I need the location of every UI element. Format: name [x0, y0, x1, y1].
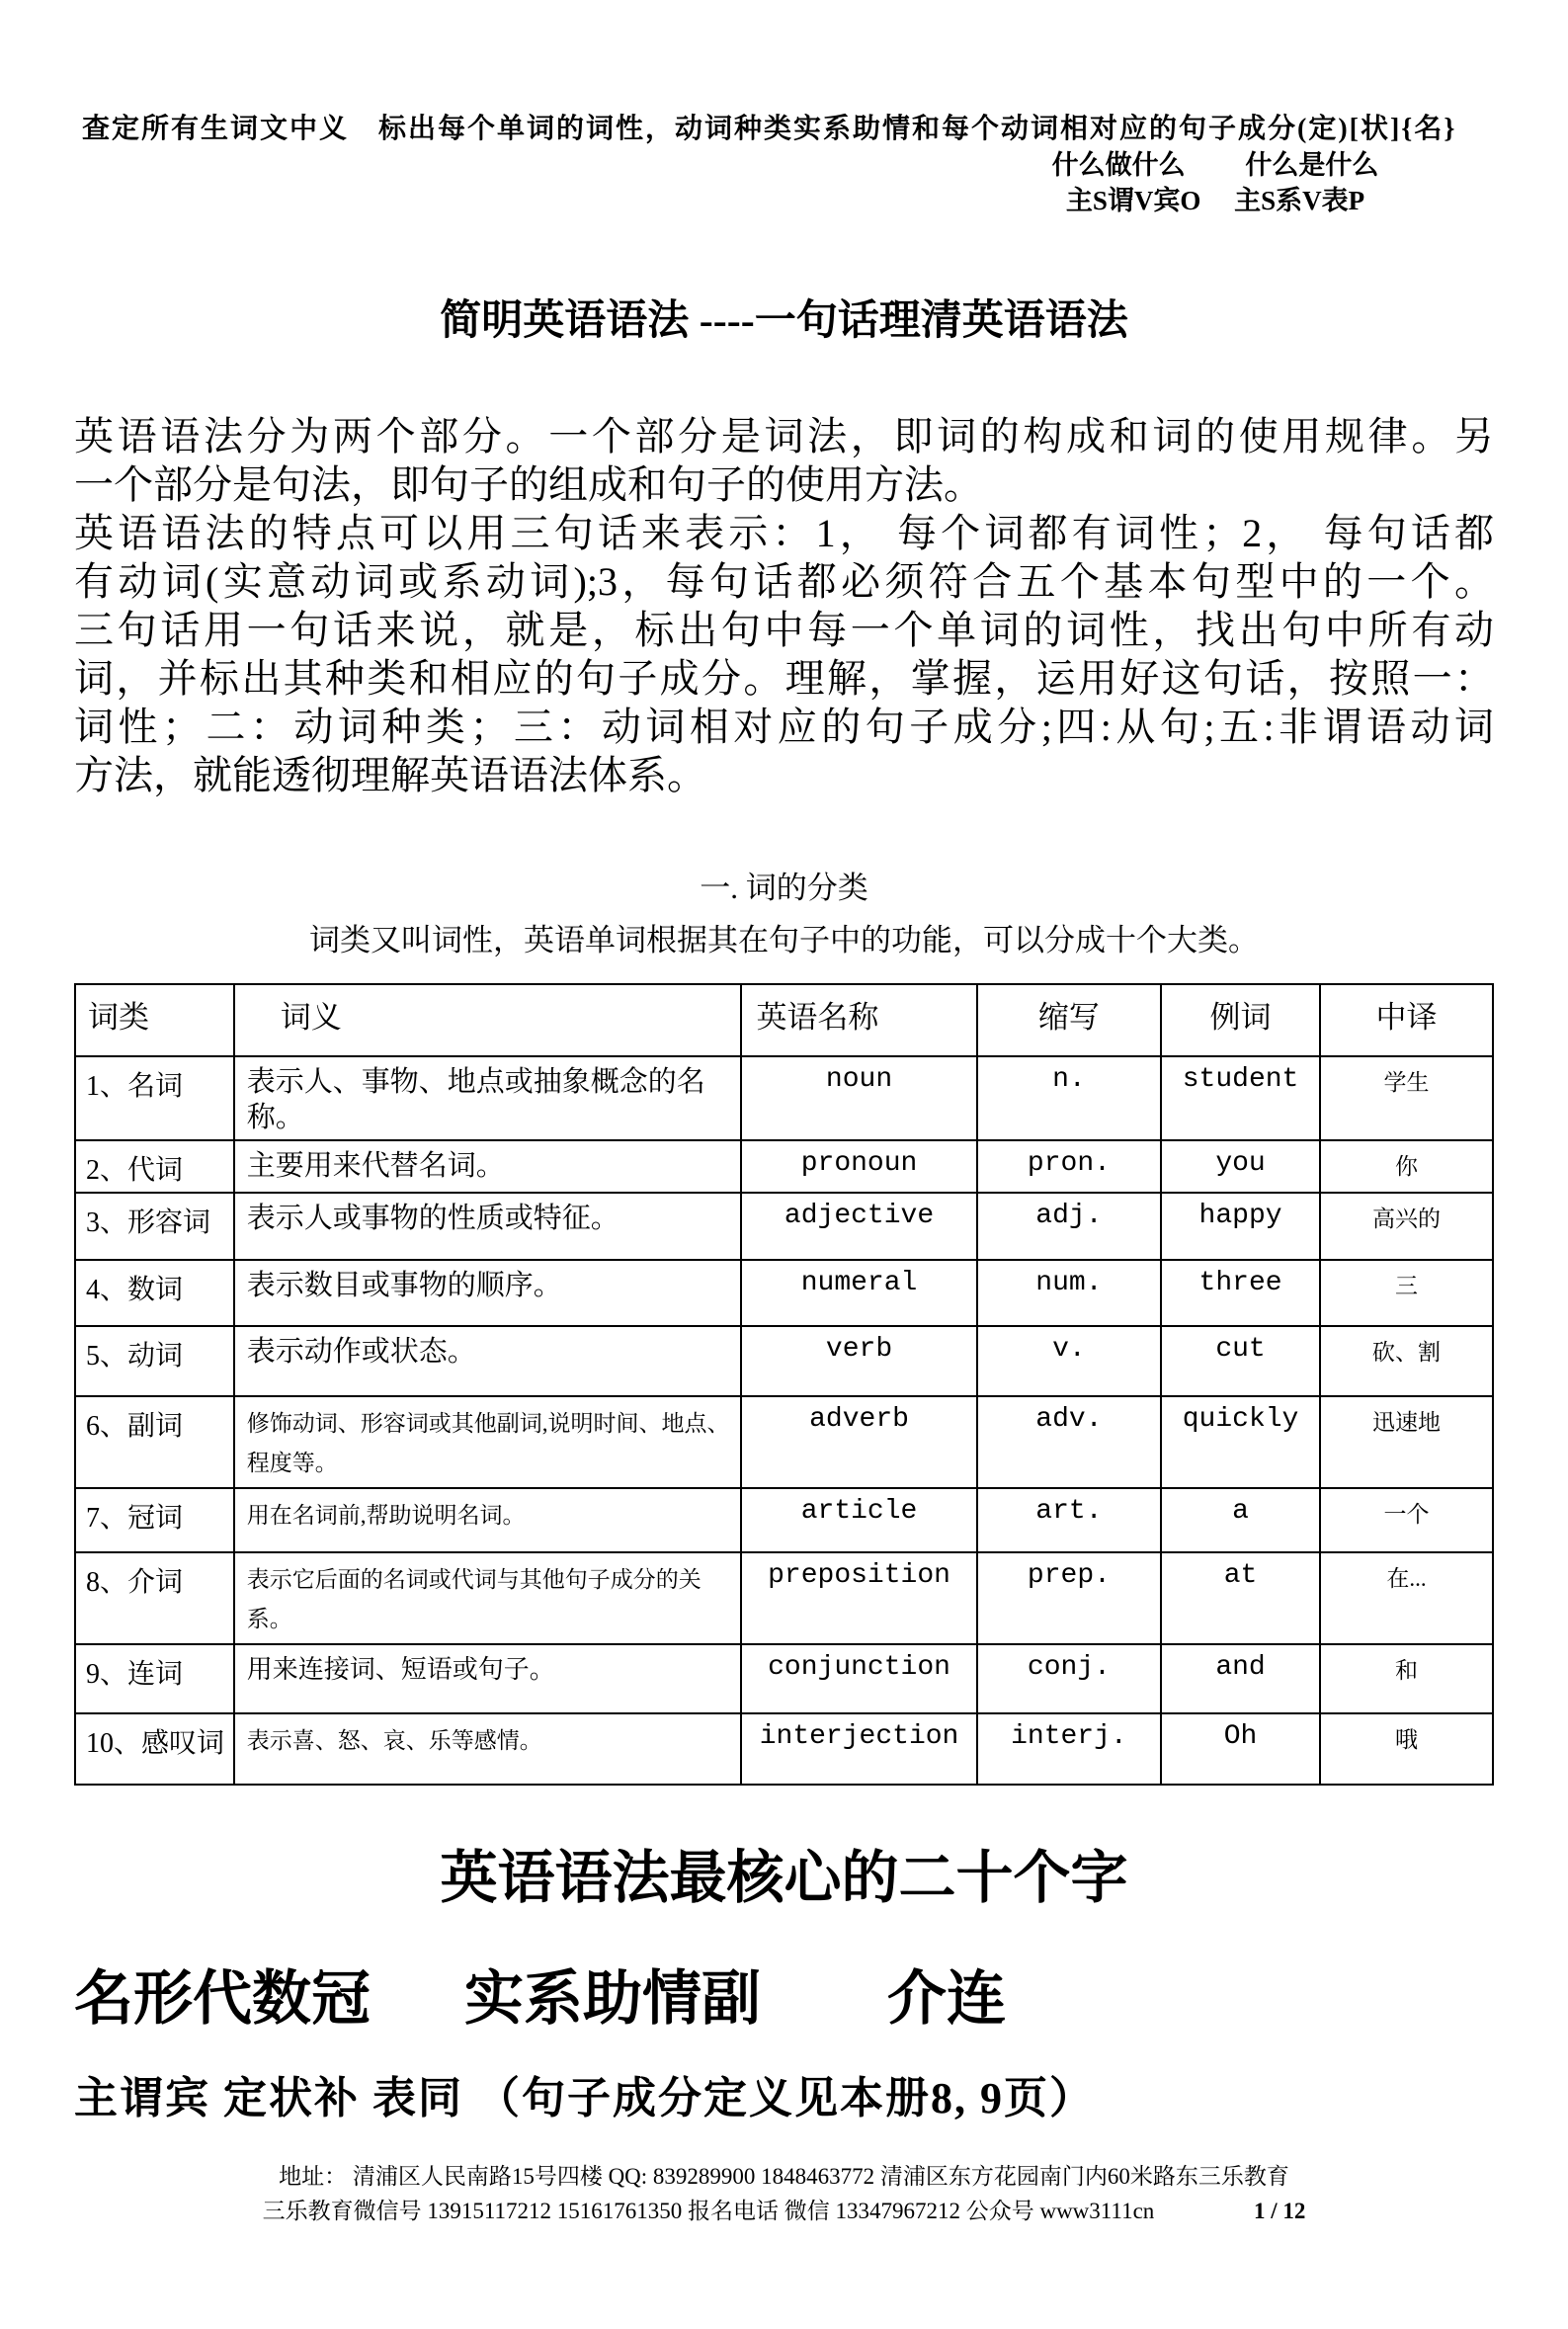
table-cell: 表示动作或状态。: [234, 1326, 742, 1396]
annotation-sub-block: [958, 147, 1472, 218]
table-cell: and: [1161, 1644, 1320, 1713]
table-cell: 表示人或事物的性质或特征。: [234, 1193, 742, 1260]
table-row: [75, 1488, 1493, 1552]
table-cell: numeral: [741, 1260, 976, 1326]
annotation-line-2: 什么做什么 什么是什么: [1051, 150, 1379, 180]
table-cell: Oh: [1161, 1713, 1320, 1785]
table-row: [75, 1713, 1493, 1785]
parts-of-speech-table: [74, 983, 1494, 1786]
table-cell: num.: [977, 1260, 1162, 1326]
core-words-group-1: 名形代数冠: [74, 1966, 371, 2032]
table-cell: v.: [977, 1326, 1162, 1396]
table-cell: pronoun: [741, 1140, 976, 1193]
table-cell: 9、连词: [75, 1644, 234, 1713]
table-row: [75, 1260, 1493, 1326]
table-cell: 10、感叹词: [75, 1713, 234, 1785]
table-cell: art.: [977, 1488, 1162, 1552]
table-cell: 主要用来代替名词。: [234, 1140, 742, 1193]
section-heading: 一. 词的分类: [700, 871, 868, 905]
column-header-meaning: 词义: [234, 984, 742, 1056]
table-cell: 在...: [1320, 1552, 1493, 1644]
intro-line: 词性；二：动词种类；三：动词相对应的句子成分;四:从句;五:非谓语动词: [74, 705, 1494, 749]
table-cell: 一个: [1320, 1488, 1493, 1552]
annotation-line-3: 主S谓V宾O 主S系V表P: [1065, 186, 1365, 215]
table-cell: 用来连接词、短语或句子。: [234, 1644, 742, 1713]
table-row: [75, 1056, 1493, 1140]
table-cell: 修饰动词、形容词或其他副词,说明时间、地点、程度等。: [234, 1396, 742, 1488]
section-subheading: 词类又叫词性，英语单词根据其在句子中的功能，可以分成十个大类。: [309, 923, 1259, 957]
table-cell: 和: [1320, 1644, 1493, 1713]
table-cell: interj.: [977, 1713, 1162, 1785]
table-cell: cut: [1161, 1326, 1320, 1396]
table-cell: 表示人、事物、地点或抽象概念的名称。: [234, 1056, 742, 1140]
column-header-example: 例词: [1161, 984, 1320, 1056]
column-header-abbreviation: 缩写: [977, 984, 1162, 1056]
table-cell: verb: [741, 1326, 976, 1396]
intro-line: 词，并标出其种类和相应的句子成分。理解，掌握，运用好这句话，按照一：: [74, 656, 1494, 701]
annotation-line-1: 查定所有生词文中义 标出每个单词的词性，动词种类实系助情和每个动词相对应的句子成分(定)[状]{名}: [82, 114, 1457, 144]
intro-line: 英语语法的特点可以用三句话来表示：1， 每个词都有词性；2， 每句话都: [74, 511, 1494, 555]
core-words-group-2: 实系助情副: [464, 1966, 761, 2032]
table-cell: 表示数目或事物的顺序。: [234, 1260, 742, 1326]
table-cell: adv.: [977, 1396, 1162, 1488]
footer-contact-text: 三乐教育微信号 13915117212 15161761350 报名电话 微信 13347967212 公众号 www3111cn: [262, 2199, 1155, 2223]
table-cell: quickly: [1161, 1396, 1320, 1488]
column-header-word-class: 词类: [75, 984, 234, 1056]
footer-address-line: 地址： 清浦区人民南路15号四楼 QQ: 839289900 1848463772 清浦区东方花园南门内60米路东三乐教育: [279, 2164, 1289, 2189]
table-cell: at: [1161, 1552, 1320, 1644]
table-row: [75, 1140, 1493, 1193]
intro-line: 有动词(实意动词或系动词);3，每句话都必须符合五个基本句型中的一个。: [74, 559, 1494, 604]
table-cell: adj.: [977, 1193, 1162, 1260]
table-row: [75, 1552, 1493, 1644]
table-cell: noun: [741, 1056, 976, 1140]
table-cell: article: [741, 1488, 976, 1552]
table-cell: preposition: [741, 1552, 976, 1644]
table-cell: 高兴的: [1320, 1193, 1493, 1260]
intro-line: 英语语法分为两个部分。一个部分是词法，即词的构成和词的使用规律。另: [74, 414, 1494, 458]
intro-paragraph: [74, 412, 1494, 799]
table-cell: happy: [1161, 1193, 1320, 1260]
table-cell: 8、介词: [75, 1552, 234, 1644]
pos-table-body: [75, 1056, 1493, 1785]
table-cell: 迅速地: [1320, 1396, 1493, 1488]
table-cell: 6、副词: [75, 1396, 234, 1488]
table-cell: 5、动词: [75, 1326, 234, 1396]
table-cell: adverb: [741, 1396, 976, 1488]
table-cell: pron.: [977, 1140, 1162, 1193]
table-cell: 2、代词: [75, 1140, 234, 1193]
page-title: 简明英语语法 ----一句话理清英语语法: [440, 298, 1128, 344]
table-cell: 1、名词: [75, 1056, 234, 1140]
column-header-english-name: 英语名称: [741, 984, 976, 1056]
table-row: [75, 1396, 1493, 1488]
table-cell: 7、冠词: [75, 1488, 234, 1552]
core-twenty-heading: 英语语法最核心的二十个字: [440, 1846, 1128, 1910]
table-cell: 哦: [1320, 1713, 1493, 1785]
table-cell: conjunction: [741, 1644, 976, 1713]
table-cell: 表示它后面的名词或代词与其他句子成分的关系。: [234, 1552, 742, 1644]
footer-contact-line: [74, 2194, 1494, 2228]
table-cell: 砍、割: [1320, 1326, 1493, 1396]
table-row: [75, 1193, 1493, 1260]
table-cell: conj.: [977, 1644, 1162, 1713]
core-words-line: [74, 1952, 1494, 2037]
table-cell: 学生: [1320, 1056, 1493, 1140]
table-cell: 你: [1320, 1140, 1493, 1193]
table-cell: student: [1161, 1056, 1320, 1140]
table-cell: prep.: [977, 1552, 1162, 1644]
table-row: [75, 1644, 1493, 1713]
table-cell: 用在名词前,帮助说明名词。: [234, 1488, 742, 1552]
intro-line: 一个部分是句法，即句子的组成和句子的使用方法。: [74, 462, 983, 507]
table-cell: 4、数词: [75, 1260, 234, 1326]
table-cell: interjection: [741, 1713, 976, 1785]
core-words-group-3: 介连: [887, 1966, 1006, 2032]
table-cell: a: [1161, 1488, 1320, 1552]
sentence-elements-line: 主谓宾 定状补 表同 （句子成分定义见本册8, 9页）: [74, 2074, 1095, 2122]
column-header-translation: 中译: [1320, 984, 1493, 1056]
page-number: 1 / 12: [1254, 2199, 1306, 2223]
table-cell: n.: [977, 1056, 1162, 1140]
table-row: [75, 1326, 1493, 1396]
table-header-row: [75, 984, 1493, 1056]
table-cell: 表示喜、怒、哀、乐等感情。: [234, 1713, 742, 1785]
table-cell: you: [1161, 1140, 1320, 1193]
table-cell: three: [1161, 1260, 1320, 1326]
table-cell: 3、形容词: [75, 1193, 234, 1260]
table-cell: adjective: [741, 1193, 976, 1260]
intro-line: 方法，就能透彻理解英语语法体系。: [74, 753, 706, 797]
table-cell: 三: [1320, 1260, 1493, 1326]
document-page: [0, 111, 1568, 2329]
intro-line: 三句话用一句话来说，就是，标出句中每一个单词的词性，找出句中所有动: [74, 608, 1494, 652]
